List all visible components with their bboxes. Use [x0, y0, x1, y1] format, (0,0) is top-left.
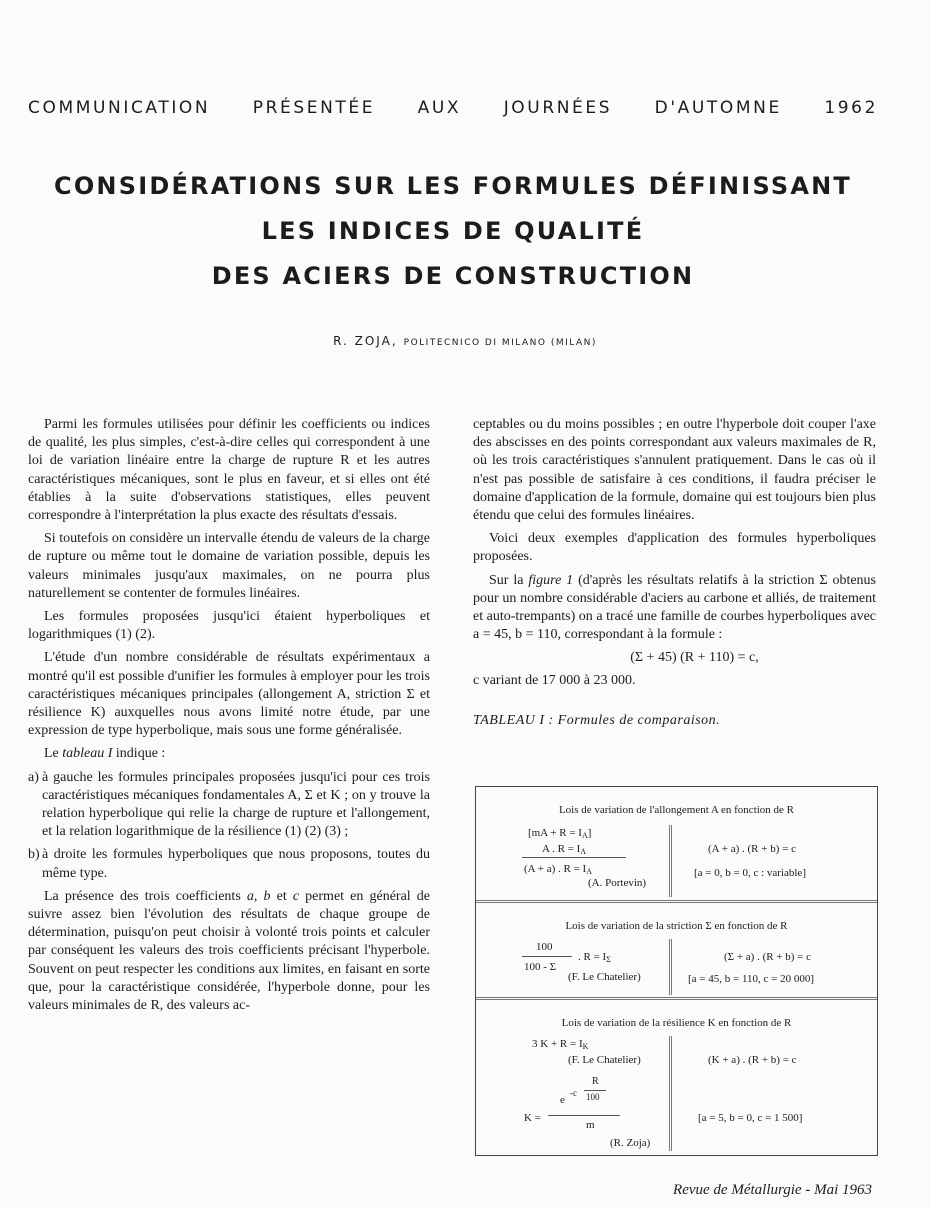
source-label: (F. Le Chatelier): [568, 1054, 641, 1066]
exponent-denominator: 100: [586, 1092, 600, 1102]
formula-cell: . $R = I_\Sigma$: [578, 951, 611, 964]
formula: (Σ + 45) (R + 110) = c,: [630, 650, 759, 666]
source-label: (R. Zoja): [610, 1137, 651, 1149]
left-column: [28, 416, 430, 1020]
paragraph: Les formules proposées jusqu'ici étaient hyperboliques et logarithmiques (1) (2).: [28, 609, 430, 643]
author-name: R. ZOJA,: [333, 334, 398, 348]
title-line-1: CONSIDÉRATIONS SUR LES FORMULES DÉFINISSANT: [54, 172, 852, 200]
formula-cell: (K + a) . (R + b) = c: [708, 1054, 797, 1066]
formula-cell: (Σ + a) . (R + b) = c: [724, 951, 812, 963]
fraction-numerator: 100: [536, 941, 553, 953]
paragraph: Sur la figure 1 (d'après les résultats relatifs à la striction Σ obtenus pour un nombre considérable d'aciers au carbone et alliés, de traitement et auto-trempants) on a tracé une famille de courbes hyperboliques avec a = 45, b = 110, correspondant à la formule :: [473, 572, 876, 643]
formula-cell: [a = 0, b = 0, c : variable]: [694, 867, 806, 879]
source-label: (A. Portevin): [588, 877, 647, 889]
table-section-striction: [476, 903, 877, 999]
source-label: (F. Le Chatelier): [568, 971, 641, 983]
comparison-table: [475, 786, 878, 1156]
paragraph: ceptables ou du moins possibles ; en outre l'hyperbole doit couper l'axe des abscisses en des points correspondant aux valeurs maximales de R, où les trois caractéristiques s'annulent pratiquement. Dans le cas où il n'est pas possible de satisfaire à ces conditions, il faudra préciser le domaine d'application de la formule, domaine qui est toujours bien plus étendu que celui des formules linéaires.: [473, 417, 876, 524]
author-affiliation: POLITECNICO DI MILANO (MILAN): [403, 338, 597, 348]
title-line-2: LES INDICES DE QUALITÉ: [261, 217, 645, 245]
paragraph: Parmi les formules utilisées pour définir les coefficients ou indices de qualité, les plus simples, c'est-à-dire celles qui correspondent à une loi de variation linéaire entre la charge de rupture R et les autres caractéristiques mécaniques, sont le plus en faveur, et si elles ont été établies à la suite d'observations statistiques, elles peuvent correspondre à l'interprétation la plus exacte des résultats d'essais.: [28, 417, 430, 524]
fraction-denominator: m: [586, 1119, 595, 1131]
formula-cell: [a = 5, b = 0, c = 1 500]: [698, 1112, 803, 1124]
table-section-resilience: [476, 1000, 877, 1155]
section-heading: Lois de variation de la striction Σ en fonction de R: [565, 920, 788, 932]
paragraph: Voici deux exemples d'application des formules hyperboliques proposées.: [473, 531, 876, 565]
list-item: a) à gauche les formules principales proposées jusqu'ici pour ces trois caractéristiques mécaniques fondamentales A, Σ et K ; on y trouve la relation hyperbolique qui relie la charge de rupture et l'allongement, et la relation logarithmique de la résilience (1) (2) (3) ;: [28, 769, 430, 840]
article-title: [28, 164, 878, 299]
author-line: [0, 334, 930, 348]
paragraph: Le tableau I indique :: [44, 746, 166, 762]
title-line-3: DES ACIERS DE CONSTRUCTION: [211, 262, 695, 290]
paragraph: c variant de 17 000 à 23 000.: [473, 672, 636, 688]
formula-cell: $[mA + R = I_A]$: [528, 827, 592, 840]
paragraph: Si toutefois on considère un intervalle étendu de valeurs de la charge de rupture ou même tout le domaine de variation possible, depuis les valeurs minimales jusqu'aux maximales, on ne pourra plus naturellement se contenter de formules linéaires.: [28, 531, 430, 601]
formula-cell: [a = 45, b = 110, c = 20 000]: [688, 973, 815, 985]
paragraph: L'étude d'un nombre considérable de résultats expérimentaux a montré qu'il est possible d'unifier les formules à employer pour les trois caractéristiques mécaniques principales (allongement A, striction Σ et résilience K) auxquelles nous avons limité notre étude, par une expression de type hyperbolique, mais sous une forme généralisée.: [28, 650, 430, 739]
formula-cell: K =: [524, 1112, 541, 1124]
journal-header: COMMUNICATION PRÉSENTÉE AUX JOURNÉES D'AUTOMNE 1962: [28, 98, 878, 118]
section-heading: Lois de variation de l'allongement A en fonction de R: [558, 804, 795, 816]
list-item: b) à droite les formules hyperboliques que nous proposons, toutes du même type.: [28, 847, 430, 881]
exponent: -c: [570, 1088, 577, 1098]
formula-cell: e: [560, 1094, 565, 1106]
formula-cell: 3 $K + R = I_K$: [532, 1038, 589, 1051]
table-caption: TABLEAU I : Formules de comparaison.: [473, 712, 721, 728]
fraction-denominator: 100 - Σ: [524, 961, 557, 973]
table-section-elongation: [476, 787, 877, 902]
section-heading: Lois de variation de la résilience K en fonction de R: [561, 1017, 792, 1029]
paragraph: La présence des trois coefficients a, b et c permet en général de suivre assez bien l'évolution des résultats de chaque groupe de détermination, puisqu'on peut choisir à volonté trois points et calculer par conséquent les valeurs des trois coefficients précisant l'hyperbole. Souvent on peut respecter les conditions aux limites, en faisant en sorte que, pour la caractéristique considérée, l'hyperbole donne, pour les valeurs minimales de R, des valeurs ac-: [28, 888, 431, 1014]
exponent-numerator: R: [592, 1076, 599, 1087]
right-column: [473, 416, 876, 744]
footer-citation: Revue de Métallurgie - Mai 1963: [673, 1182, 872, 1198]
formula-cell: A . $R = I_A$: [542, 843, 587, 856]
formula-cell: (A + a) . $R = I_A$: [524, 863, 592, 876]
formula-cell: (A + a) . (R + b) = c: [708, 843, 796, 855]
